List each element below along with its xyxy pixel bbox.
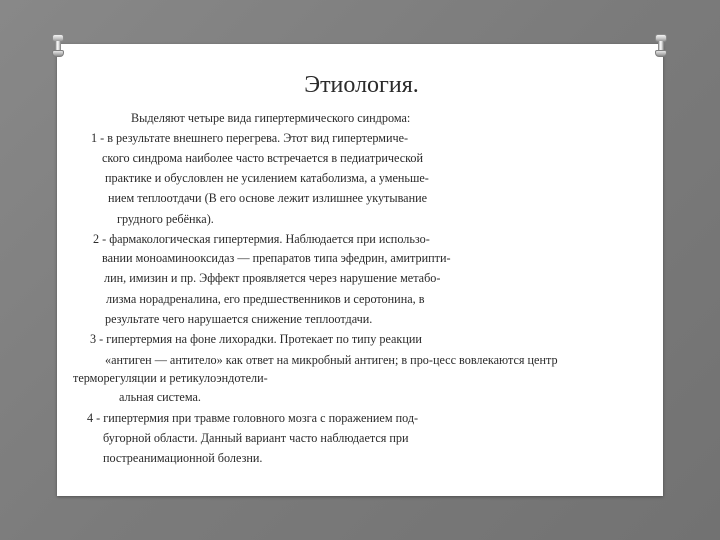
body-line: грудного ребёнка). [117,212,214,226]
body-line: вании моноаминооксидаз — препаратов типа эфедрин, амитрипти- [102,251,451,265]
body-line: терморегуляции и ретикулоэндотели- [73,371,268,385]
body-line: постреанимационной болезни. [103,451,263,465]
body-line: лин, имизин и пр. Эффект проявляется через нарушение метабо- [104,271,441,285]
body-line: 3 - гипертермия на фоне лихорадки. Протекает по типу реакции [90,332,422,346]
body-line: практике и обусловлен не усилением катаболизма, а уменьше- [105,171,429,185]
body-line: 1 - в результате внешнего перегрева. Этот вид гипертермиче- [91,131,409,145]
body-line: лизма норадреналина, его предшественников и серотонина, в [106,292,425,306]
body-line: Выделяют четыре вида гипертермического синдрома: [131,111,411,125]
body-line: 2 - фармакологическая гипертермия. Наблюдается при использо- [93,232,430,246]
body-line: альная система. [119,390,201,404]
body-line: бугорной области. Данный вариант часто наблюдается при [103,431,409,445]
body-line: «антиген — антитело» как ответ на микробный антиген; в про-цесс вовлекаются центр [105,353,558,367]
body-line: 4 - гипертермия при травме головного мозга с поражением под- [87,411,419,425]
body-line: ского синдрома наиболее часто встречается в педиатрической [102,151,424,165]
slide-title: Этиология. [304,72,419,98]
body-line: нием теплоотдачи (В его основе лежит излишнее укутывание [108,191,428,205]
body-line: результате чего нарушается снижение теплоотдачи. [105,312,373,326]
